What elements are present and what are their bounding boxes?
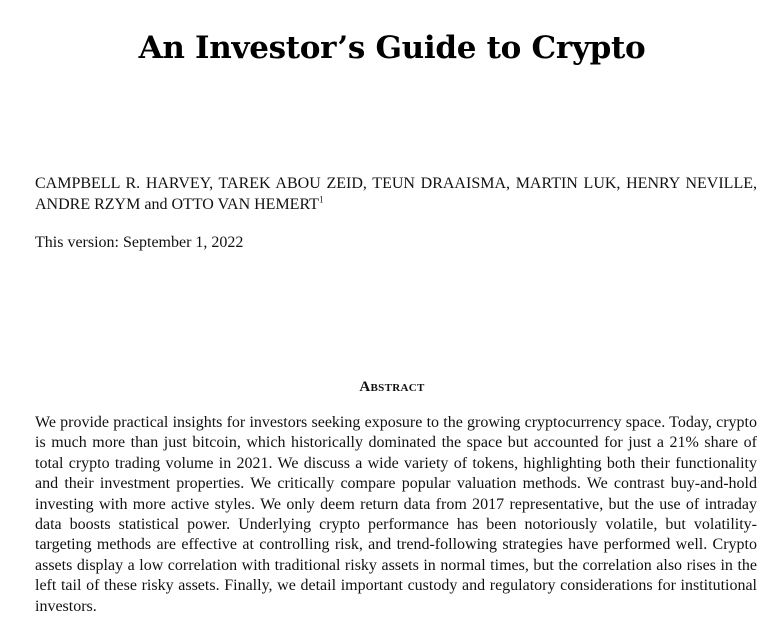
author-list — [35, 173, 757, 215]
abstract-heading: Abstract — [359, 379, 425, 395]
author-footnote-marker[interactable]: 1 — [318, 194, 324, 205]
author-names: CAMPBELL R. HARVEY, TAREK ABOU ZEID, TEUN DRAAISMA, MARTIN LUK, HENRY NEVILLE, ANDRE RZYM and OTTO VAN HEMERT — [35, 175, 757, 213]
version-date: This version: September 1, 2022 — [35, 234, 244, 251]
paper-title: An Investor’s Guide to Crypto — [138, 30, 646, 66]
abstract-text: We provide practical insights for investors seeking exposure to the growing cryptocurrency space. Today, crypto is much more than just bitcoin, which historically dominated the space but accounted for just a 21% share of total crypto trading volume in 2021. We discuss a wide variety of tokens, highlighting both their functionality and their investment properties. We critically compare popular valuation methods. We contrast buy-and-hold investing with more active styles. We only deem return data from 2017 representative, but the use of intraday data boosts statistical power. Underlying crypto performance has been notoriously volatile, but volatility-targeting methods are effective at controlling risk, and trend-following strategies have performed well. Crypto assets display a low correlation with traditional risky assets in normal times, but the correlation also rises in the left tail of these risky assets. Finally, we detail important custody and regulatory considerations for institutional investors. — [35, 414, 757, 615]
